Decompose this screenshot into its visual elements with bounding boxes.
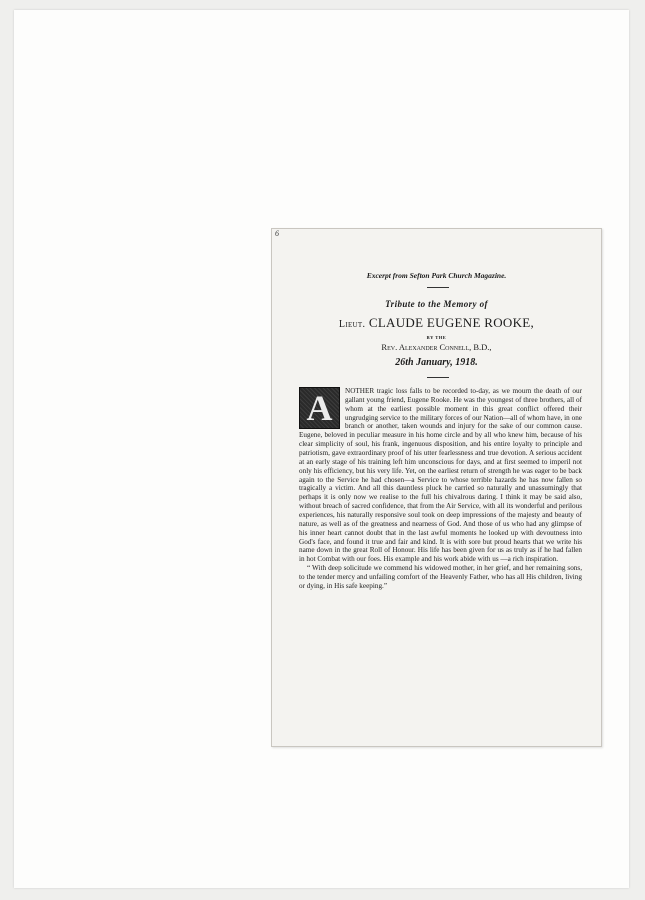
divider-rule <box>427 287 449 288</box>
date-line: 26th January, 1918. <box>395 357 478 368</box>
paragraph-1-text: NOTHER tragic loss falls to be recorded to-day, as we mourn the death of our gallant young friend, Eugene Rooke. He was the youngest of three brothers, all of whom at the earliest possible moment in this great conflict offered their ungrudging service to the military forces of our Nation—all of whom have, in one branch or another, taken wounds and injury for the sake of our common cause. Eugene, beloved in peculiar measure in his home circle and by all who knew him, because of his clear simplicity of soul, his frank, ingenuous disposition, and his entire loyalty to principle and patriotism, gave extraordinary proof of his utter fearlessness and true devotion. A serious accident at an early stage of his training left him unconscious for days, and at first seemed to imperil not only his efficiency, but his very life. Yet, on the earliest return of strength he was eager to be back again to the Service he had chosen—a Service to whose terrible hazards he has now fallen so tragically a victim. And all this dauntless pluck he carried so naturally and unassumingly that perhaps it is only now we realise to the full his chivalrous daring. I think it may be said also, without breach of sacred confidence, that from the Air Service, with all its wonderful and perilous experiences, his naturally responsive soul took on deep impressions of the majesty and beauty of nature, as well as of the greatness and nearness of God. And those of us who had any glimpse of his inner heart cannot doubt that in the last awful moments he looked up with devoutness into God's face, and found it true and fair and kind. It is with sore but proud hearts that we write his name down in the great Roll of Honour. His life has been given for us as truly as if he had fallen in hot Combat with our foes. His example and his work abide with us —a rich inspiration. <box>299 387 582 564</box>
tribute-heading: Tribute to the Memory of <box>385 299 488 309</box>
excerpt-line: Excerpt from Sefton Park Church Magazine. <box>366 271 507 280</box>
paragraph-quote: “ With deep solicitude we commend his widowed mother, in her grief, and her remaining sons, to the tender mercy and unfailing comfort of the Heavenly Father, who has all His children, living or dying, in His safe keeping.” <box>299 564 582 590</box>
magazine-clipping <box>271 228 602 747</box>
name-text: CLAUDE EUGENE ROOKE, <box>368 315 535 330</box>
by-the-label: BY THE <box>426 335 447 340</box>
paragraph-main <box>299 387 582 564</box>
subject-name <box>272 315 601 331</box>
corner-mark: 6 <box>275 229 279 238</box>
author-line: Rev. Alexander Connell, B.D., <box>381 342 492 352</box>
divider-rule <box>427 377 449 378</box>
article-body <box>299 387 582 591</box>
name-prefix: Lieut. <box>338 319 366 330</box>
drop-cap: A <box>299 387 340 429</box>
